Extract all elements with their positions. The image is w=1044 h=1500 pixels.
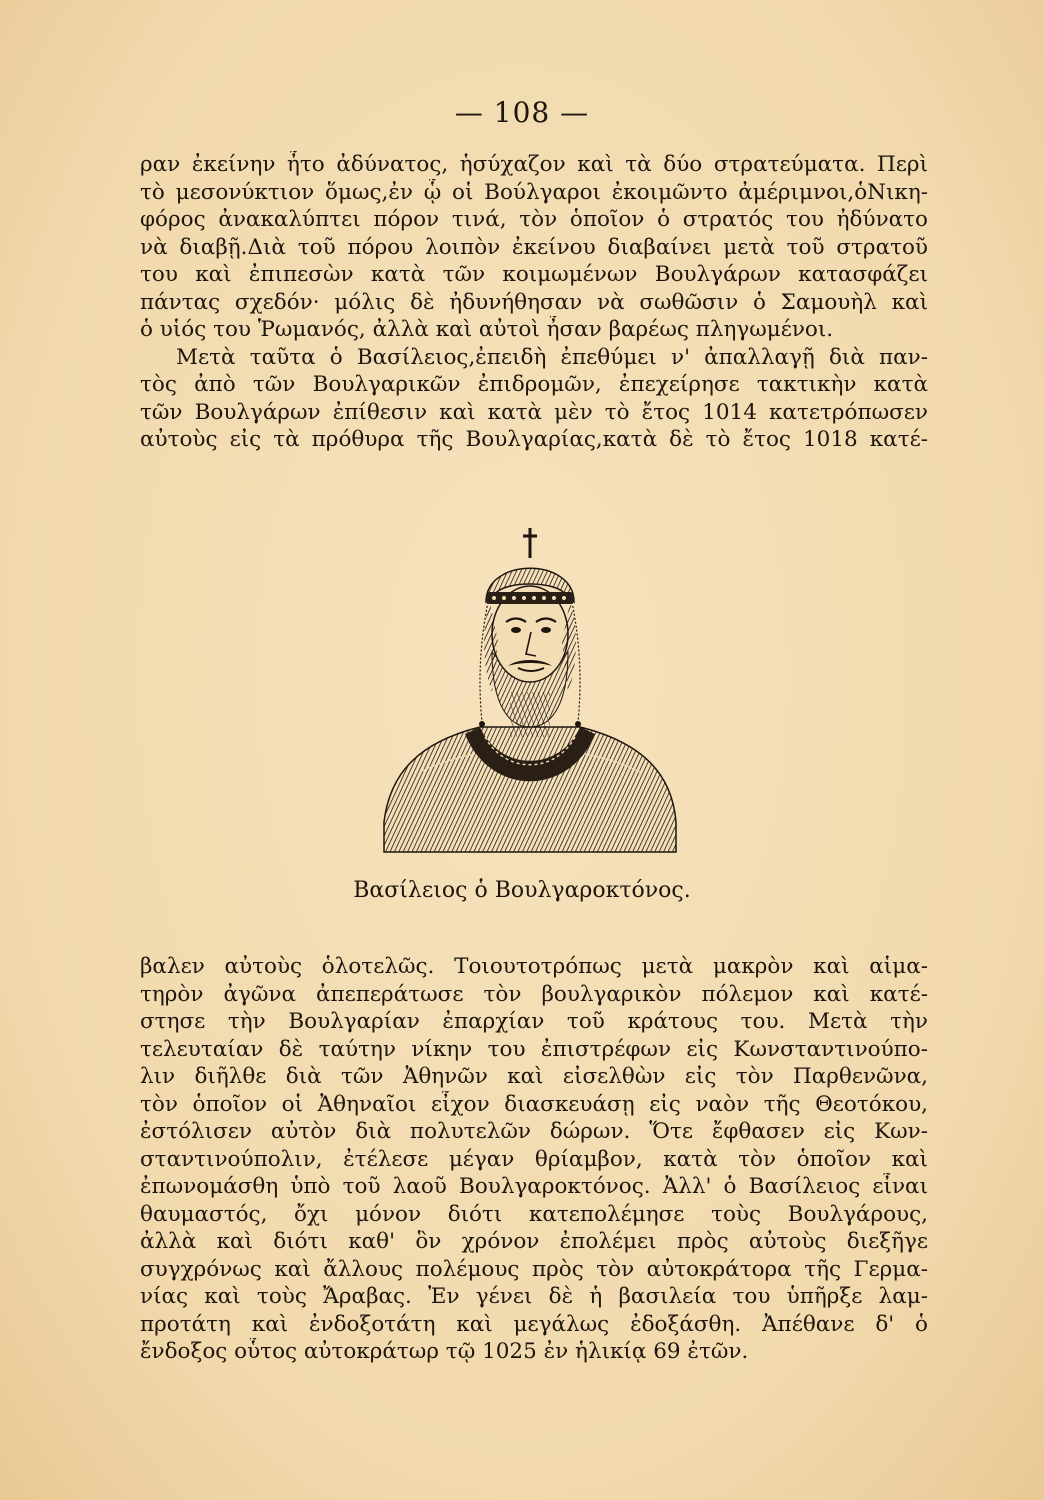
text-line: τηρὸν ἀγῶνα ἀπεπεράτωσε τὸν βουλγαρικὸν πόλεμον καὶ κατέ- <box>140 981 928 1007</box>
text-line: ραν ἐκείνην ἦτο ἀδύνατος, ἡσύχαζον καὶ τὰ δύο στρατεύματα. Περὶ <box>140 152 928 177</box>
text-block-bottom <box>140 953 928 1366</box>
text-line: θαυμαστός, ὄχι μόνον διότι κατεπολέμησε τοὺς Βουλγάρους, <box>140 1201 928 1227</box>
cross-shape <box>523 528 537 558</box>
text-block-top <box>140 151 928 454</box>
text-line: του καὶ ἐπιπεσὼν κατὰ τῶν κοιμωμένων Βουλγάρων κατασφάζει <box>140 262 928 287</box>
text-line: προτάτη καὶ ἐνδοξοτάτη καὶ μεγάλως ἐδοξάσθη. Ἀπέθανε δ' ὁ <box>140 1311 928 1337</box>
text-line: τῶν Βουλγάρων ἐπίθεσιν καὶ κατὰ μὲν τὸ ἔτος 1014 κατετρόπωσεν <box>140 399 928 425</box>
text-line: Μετὰ ταῦτα ὁ Βασίλειος,ἐπειδὴ ἐπεθύμει ν' ἀπαλλαγῇ διὰ παν- <box>176 344 928 370</box>
text-line: ἐστόλισεν αὐτὸν διὰ πολυτελῶν δώρων. Ὅτε ἔφθασεν εἰς Κων- <box>140 1119 928 1144</box>
text-line: πάντας σχεδόν· μόλις δὲ ἠδυνήθησαν νὰ σωθῶσιν ὁ Σαμουὴλ καὶ <box>140 289 928 315</box>
text-line: στησε τὴν Βουλγαρίαν ἐπαρχίαν τοῦ κράτους του. Μετὰ τὴν <box>140 1009 928 1034</box>
text-line: νίας καὶ τοὺς Ἄραβας. Ἐν γένει δὲ ἡ βασιλεία του ὑπῆρξε λαμ- <box>140 1284 928 1309</box>
text-line: νὰ διαβῇ.Διὰ τοῦ πόρου λοιπὸν ἐκείνου διαβαίνει μετὰ τοῦ στρατοῦ <box>140 234 928 260</box>
portrait-illustration <box>380 522 680 862</box>
text-line: σταντινούπολιν, ἐτέλεσε μέγαν θρίαμβον, κατὰ τὸν ὁποῖον καὶ <box>140 1146 928 1172</box>
text-line: ἔνδοξος οὗτος αὐτοκράτωρ τῷ 1025 ἐν ἡλικίᾳ 69 ἐτῶν. <box>140 1339 749 1364</box>
text-line: ὁ υἱός του Ῥωμανός, ἀλλὰ καὶ αὐτοὶ ἦσαν βαρέως πληγωμένοι. <box>140 317 834 342</box>
page-number: — 108 — <box>454 96 590 129</box>
text-line: ἐπωνομάσθη ὑπὸ τοῦ λαοῦ Βουλγαροκτόνος. Ἀλλ' ὁ Βασίλειος εἶναι <box>140 1174 928 1199</box>
text-line: τὸν ὁποῖον οἱ Ἀθηναῖοι εἶχον διασκευάσῃ εἰς ναὸν τῆς Θεοτόκου, <box>140 1091 928 1117</box>
robe-shape <box>384 727 676 852</box>
text-line: λιν διῆλθε διὰ τῶν Ἀθηνῶν καὶ εἰσελθὼν εἰς τὸν Παρθενῶνα, <box>140 1064 928 1089</box>
text-line: ἀλλὰ καὶ διότι καθ' ὃν χρόνον ἐπολέμει πρὸς αὐτοὺς διεξῆγε <box>140 1229 928 1254</box>
text-line: συγχρόνως καὶ ἄλλους πολέμους πρὸς τὸν αὐτοκράτορα τῆς Γερμα- <box>140 1256 928 1282</box>
portrait-caption: Βασίλειος ὁ Βουλγαροκτόνος. <box>353 878 691 903</box>
text-line: τελευταίαν δὲ ταύτην νίκην του ἐπιστρέφων εἰς Κωνσταντινούπο- <box>140 1036 928 1062</box>
text-line: τὸ μεσονύκτιον ὅμως,ἐν ᾧ οἱ Βούλγαροι ἐκοιμῶντο ἀμέριμνοι,ὁΝικη- <box>140 179 928 205</box>
text-line: τὸς ἀπὸ τῶν Βουλγαρικῶν ἐπιδρομῶν, ἐπεχείρησε τακτικὴν κατὰ <box>140 372 928 397</box>
text-line: αὐτοὺς εἰς τὰ πρόθυρα τῆς Βουλγαρίας,κατὰ δὲ τὸ ἔτος 1018 κατέ- <box>140 427 928 452</box>
text-line: φόρος ἀνακαλύπτει πόρον τινά, τὸν ὁποῖον ὁ στρατός του ἠδύνατο <box>140 207 928 232</box>
text-line: βαλεν αὐτοὺς ὁλοτελῶς. Τοιουτοτρόπως μετὰ μακρὸν καὶ αἱμα- <box>140 954 928 979</box>
